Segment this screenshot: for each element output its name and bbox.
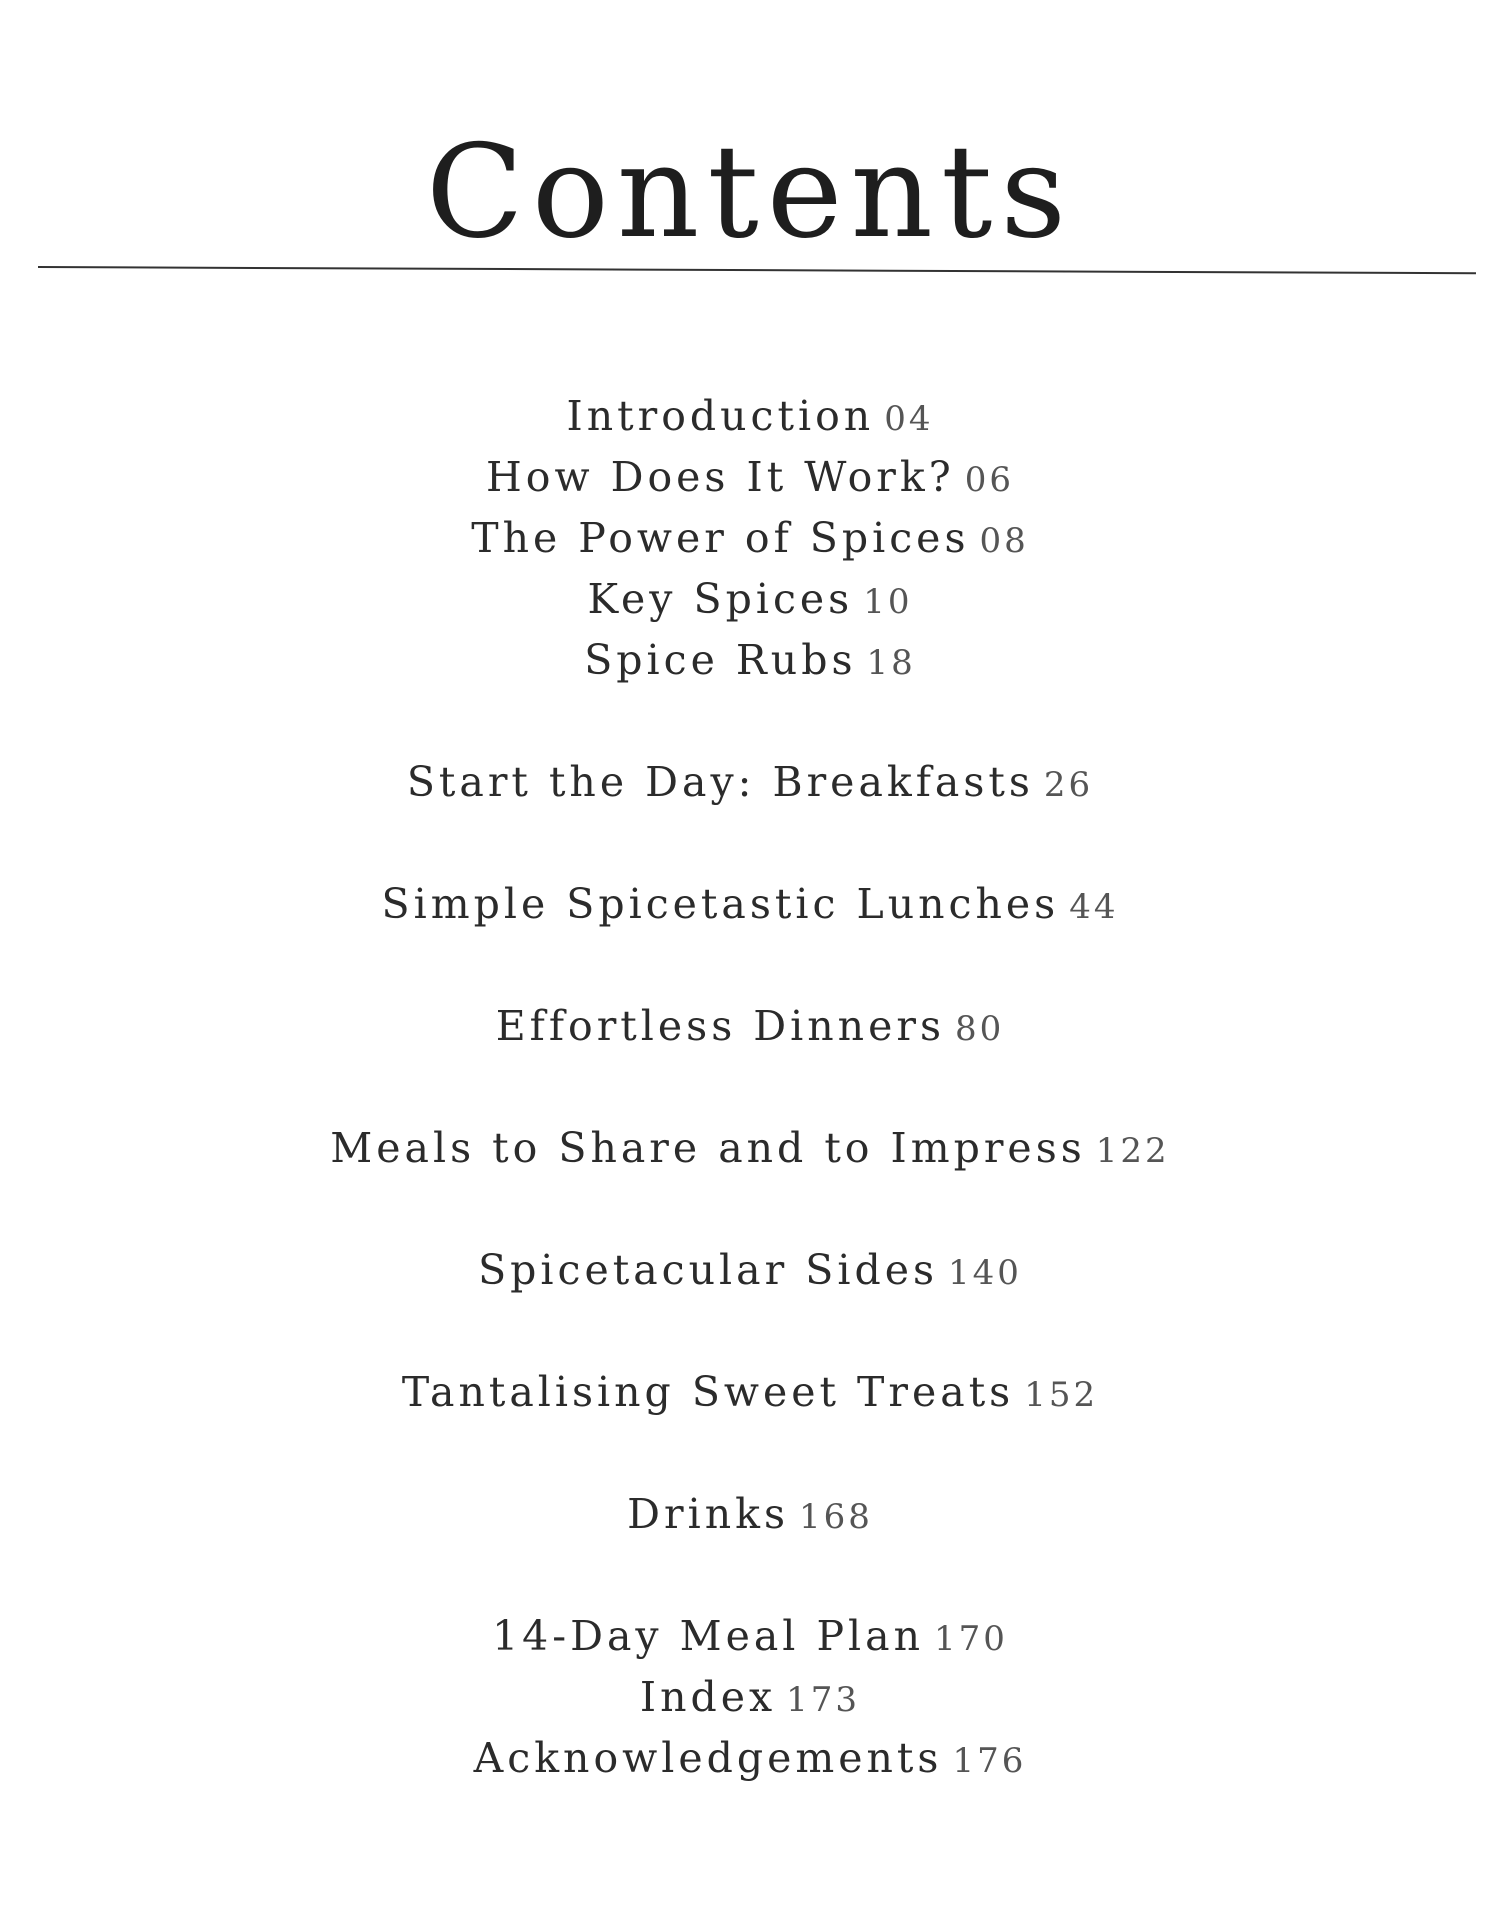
toc-entry-page: 04 xyxy=(884,399,934,439)
toc-entry-acknowledgements[interactable] xyxy=(0,1730,1500,1786)
toc-entry-key-spices[interactable] xyxy=(0,571,1500,627)
toc-entry-page: 176 xyxy=(952,1741,1027,1781)
page-title: Contents xyxy=(425,118,1075,267)
toc-entry-power-of-spices[interactable] xyxy=(0,510,1500,566)
toc-entry-page: 26 xyxy=(1043,765,1094,805)
toc-entry-label: Index xyxy=(639,1673,777,1721)
toc-entry-index[interactable] xyxy=(0,1669,1500,1725)
toc-entry-breakfasts[interactable] xyxy=(0,754,1500,810)
toc-entry-sides[interactable] xyxy=(0,1242,1500,1298)
toc-entry-introduction[interactable] xyxy=(0,388,1500,444)
toc-entry-label: Spicetacular Sides xyxy=(478,1246,938,1294)
toc-entry-page: 44 xyxy=(1069,887,1119,927)
toc-entry-page: 122 xyxy=(1095,1131,1170,1171)
toc-entry-page: 140 xyxy=(948,1253,1022,1293)
toc-entry-spice-rubs[interactable] xyxy=(0,632,1500,688)
toc-entry-page: 08 xyxy=(979,521,1029,561)
toc-entry-label: How Does It Work? xyxy=(486,453,955,501)
toc-entry-page: 10 xyxy=(863,582,913,622)
toc-entry-meal-plan[interactable] xyxy=(0,1608,1500,1664)
toc-entry-page: 168 xyxy=(798,1497,873,1537)
toc-entry-label: Key Spices xyxy=(587,575,854,623)
toc-entry-sweet-treats[interactable] xyxy=(0,1364,1500,1420)
toc-entry-label: Start the Day: Breakfasts xyxy=(406,758,1034,806)
toc-entry-meals-to-share[interactable] xyxy=(0,1120,1500,1176)
toc-entry-lunches[interactable] xyxy=(0,876,1500,932)
toc-entry-label: 14-Day Meal Plan xyxy=(492,1612,924,1660)
toc-entry-label: Tantalising Sweet Treats xyxy=(401,1368,1015,1416)
toc-entry-page: 80 xyxy=(954,1009,1005,1049)
toc-entry-label: The Power of Spices xyxy=(471,514,970,562)
toc-entry-page: 18 xyxy=(866,643,916,683)
toc-entry-page: 173 xyxy=(786,1680,861,1720)
toc-entry-label: Introduction xyxy=(566,392,875,440)
toc-entry-page: 152 xyxy=(1024,1375,1099,1415)
toc-entry-how-does-it-work[interactable] xyxy=(0,449,1500,505)
toc-entry-page: 170 xyxy=(934,1619,1008,1659)
toc-entry-label: Acknowledgements xyxy=(473,1734,943,1782)
toc-entry-dinners[interactable] xyxy=(0,998,1500,1054)
toc-entry-label: Spice Rubs xyxy=(584,636,857,684)
toc-entry-label: Effortless Dinners xyxy=(495,1002,945,1050)
toc-entry-drinks[interactable] xyxy=(0,1486,1500,1542)
toc-entry-page: 06 xyxy=(964,460,1014,500)
toc-entry-label: Simple Spicetastic Lunches xyxy=(381,880,1060,928)
toc-entry-label: Drinks xyxy=(627,1490,789,1538)
toc-entry-label: Meals to Share and to Impress xyxy=(330,1124,1086,1172)
